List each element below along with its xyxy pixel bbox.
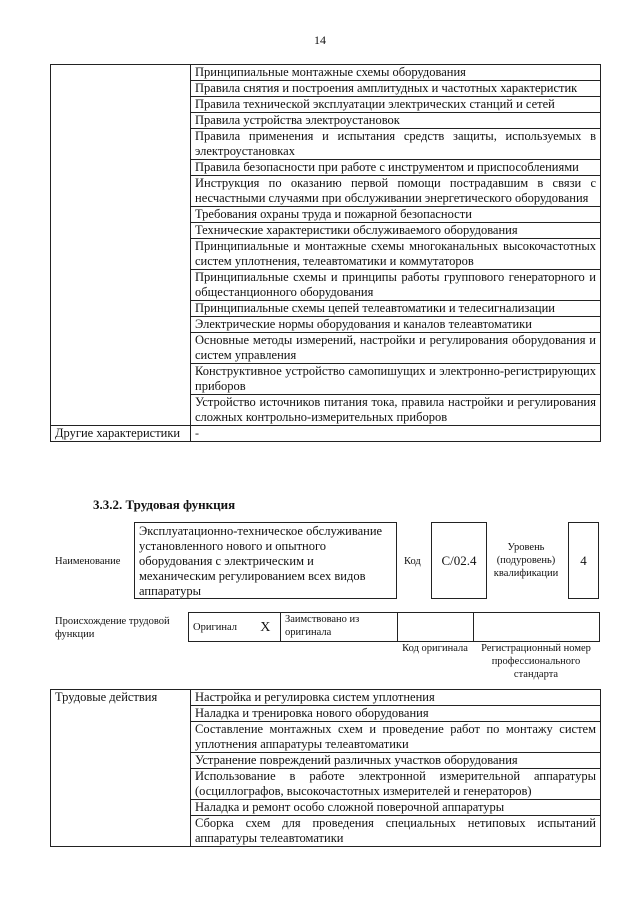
knowledge-item: Электрические нормы оборудования и каналов телеавтоматики — [191, 317, 601, 333]
knowledge-item: Принципиальные схемы цепей телеавтоматики и телесигнализации — [191, 301, 601, 317]
function-code-box — [431, 522, 487, 599]
labor-action-item: Наладка и тренировка нового оборудования — [191, 706, 601, 722]
table-row — [51, 690, 601, 706]
knowledge-item: Основные методы измерений, настройки и регулирования оборудования и систем управления — [191, 333, 601, 364]
function-name-box: Эксплуатационно-техническое обслуживание установленного нового и опытного оборудования с электрическим и механическим регулированием всех видов аппаратуры — [134, 522, 397, 599]
other-characteristics-label: Другие характеристики — [51, 426, 191, 442]
knowledge-item: Инструкция по оказанию первой помощи пострадавшим в связи с несчастными случаями при обслуживании энергетического оборудования — [191, 176, 601, 207]
labor-action-item: Устранение повреждений различных участков оборудования — [191, 753, 601, 769]
knowledge-item: Принципиальные схемы и принципы работы группового генераторного и общестанционного оборудования — [191, 270, 601, 301]
origin-table — [188, 612, 600, 642]
reg-number-caption: Регистрационный номер профессионального стандарта — [481, 643, 591, 680]
knowledge-item: Правила технической эксплуатации электрических станций и сетей — [191, 97, 601, 113]
labor-action-item: Настройка и регулировка систем уплотнения — [191, 690, 601, 706]
origin-label: Происхождение трудовой функции — [55, 616, 170, 640]
code-label: Код — [404, 556, 421, 567]
other-characteristics-value: - — [191, 426, 601, 442]
labor-action-item: Использование в работе электронной измерительной аппаратуры (осциллографов, высокочастотных измерителей и генераторов) — [191, 769, 601, 800]
labor-actions-table — [50, 689, 601, 847]
section-title: 3.3.2. Трудовая функция — [93, 497, 236, 512]
labor-action-item: Наладка и ремонт особо сложной поверочной аппаратуры — [191, 800, 601, 816]
level-label: Уровень (подуровень) квалификации — [493, 542, 559, 579]
table-row — [51, 65, 601, 81]
requirements-table — [50, 64, 601, 442]
qualification-level-box — [568, 522, 599, 599]
labor-action-item: Составление монтажных схем и проведение работ по монтажу систем уплотнения аппаратуры телеавтоматики — [191, 722, 601, 753]
table-row — [51, 426, 601, 442]
knowledge-item: Требования охраны труда и пожарной безопасности — [191, 207, 601, 223]
knowledge-item: Принципиальные монтажные схемы оборудования — [191, 65, 601, 81]
page-number: 14 — [314, 33, 326, 47]
labor-actions-label: Трудовые действия — [51, 690, 191, 847]
origin-reg-number-cell — [474, 613, 600, 642]
function-code-value: C/02.4 — [441, 552, 477, 568]
knowledge-label-cell — [51, 65, 191, 426]
name-label: Наименование — [55, 556, 121, 567]
knowledge-item: Правила снятия и построения амплитудных и частотных характеристик — [191, 81, 601, 97]
knowledge-item: Правила безопасности при работе с инструментом и приспособлениями — [191, 160, 601, 176]
knowledge-item: Технические характеристики обслуживаемого оборудования — [191, 223, 601, 239]
qualification-level-value: 4 — [580, 552, 587, 568]
labor-action-item: Сборка схем для проведения специальных нетиповых испытаний аппаратуры телеавтоматики — [191, 816, 601, 847]
table-row — [189, 613, 600, 642]
original-mark: X — [251, 613, 281, 642]
knowledge-item: Принципиальные и монтажные схемы многоканальных высокочастотных систем уплотнения, телеавтоматики и коммутаторов — [191, 239, 601, 270]
code-original-caption: Код оригинала — [402, 643, 468, 654]
knowledge-item: Правила применения и испытания средств защиты, используемых в электроустановках — [191, 129, 601, 160]
knowledge-item: Устройство источников питания тока, правила настройки и регулирования сложных контрольно-измерительных приборов — [191, 395, 601, 426]
original-label: Оригинал — [189, 613, 251, 642]
origin-code-cell — [398, 613, 474, 642]
knowledge-item: Правила устройства электроустановок — [191, 113, 601, 129]
knowledge-item: Конструктивное устройство самопишущих и электронно-регистрирующих приборов — [191, 364, 601, 395]
borrowed-label: Заимствовано из оригинала — [281, 613, 398, 642]
